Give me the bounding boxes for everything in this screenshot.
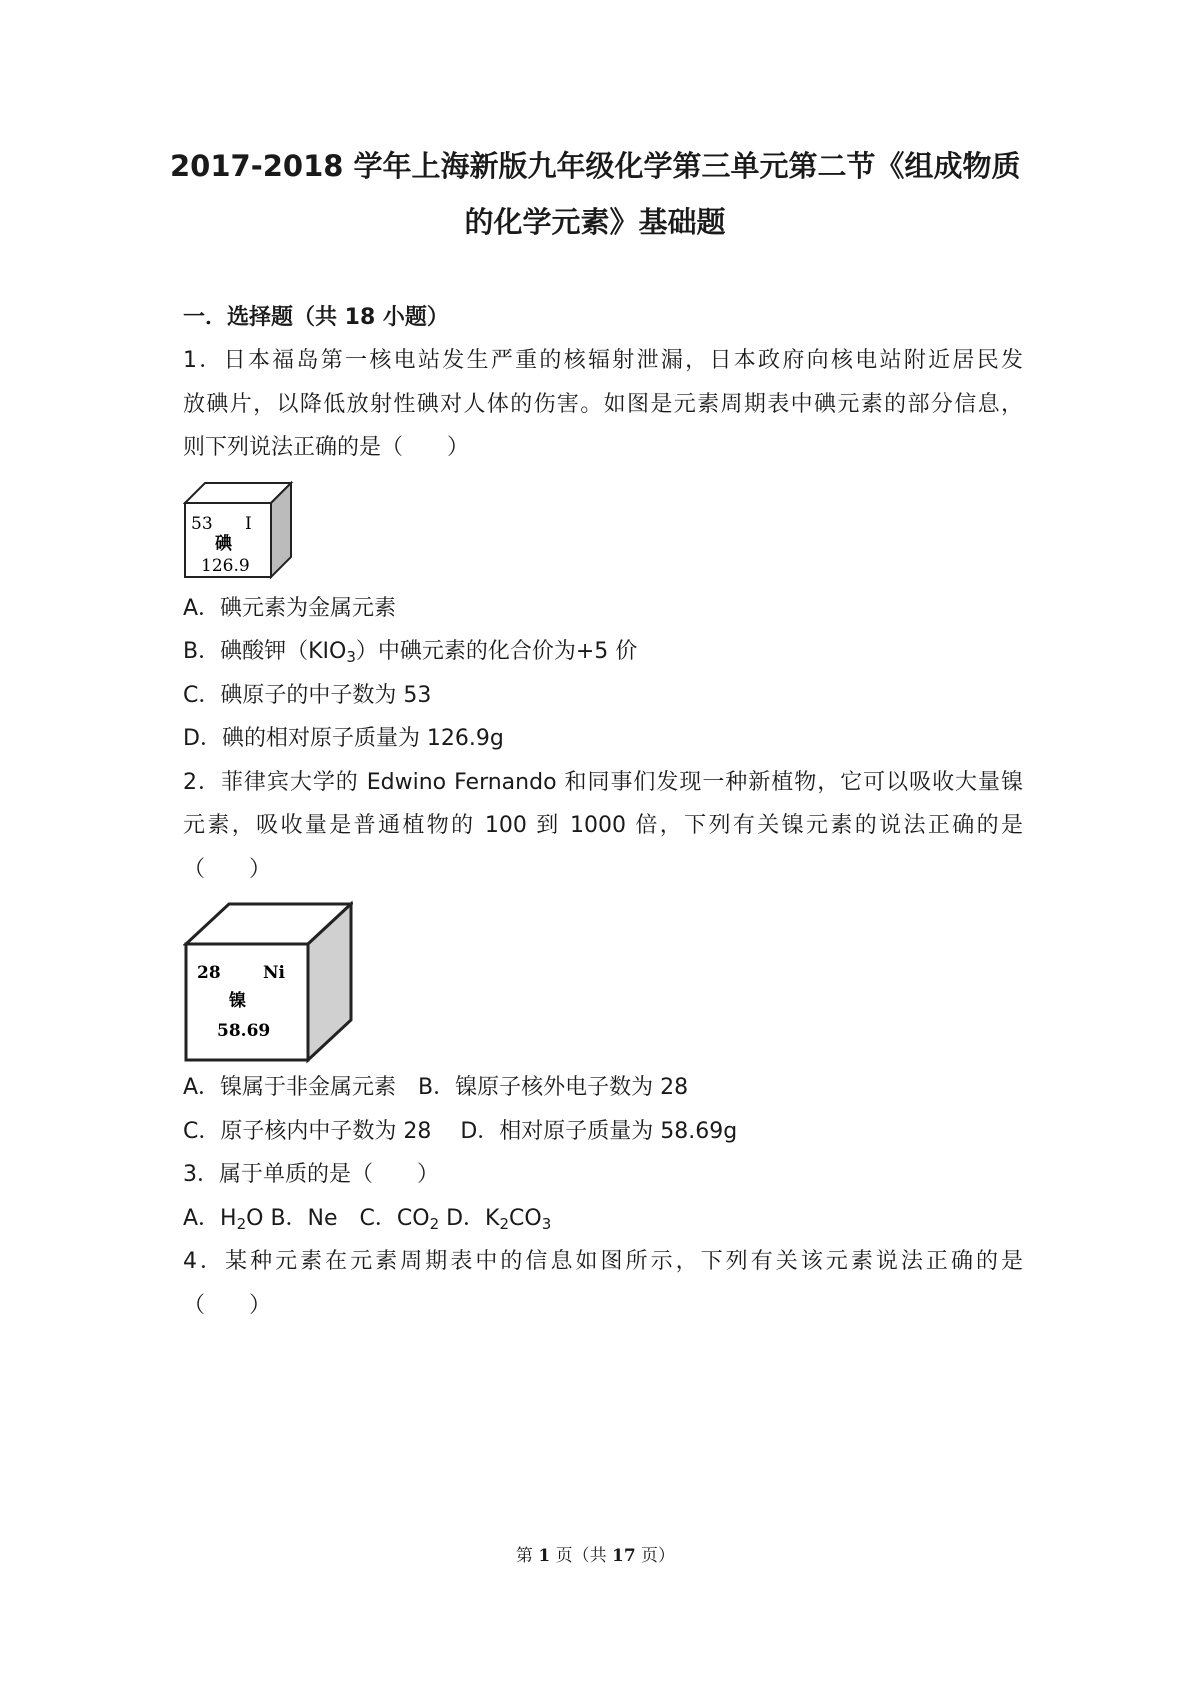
q2-stem-line-3: （ ）: [183, 857, 272, 882]
iodine-atomic-number: 53: [191, 514, 213, 534]
page-footer: 第 1 页（共 17 页）: [515, 1546, 676, 1566]
iodine-element-cell-figure: [183, 481, 293, 581]
q2-stem-line-1: 2．菲律宾大学的 Edwino Fernando 和同事们发现一种新植物，它可以吸收大量镍: [183, 770, 1023, 795]
q3-options: A．$H_2O$ B．Ne C．$CO_2$ D．$K_2CO_3$: [183, 1206, 552, 1233]
q2-options-cd: C．原子核内中子数为 28 D．相对原子质量为 58.69g: [183, 1119, 738, 1144]
document-title-line-1: 2017-2018 学年上海新版九年级化学第三单元第二节《组成物质: [170, 149, 1021, 183]
q4-stem-line-1: 4．某种元素在元素周期表中的信息如图所示，下列有关该元素说法正确的是: [183, 1249, 1023, 1274]
q1-option-d: D．碘的相对原子质量为 126.9g: [183, 726, 504, 751]
q1-stem-line-3: 则下列说法正确的是（ ）: [183, 435, 470, 460]
iodine-atomic-mass: 126.9: [201, 556, 250, 576]
section-heading: 一．选择题（共 18 小题）: [183, 305, 449, 330]
nickel-symbol: Ni: [263, 963, 285, 983]
document-title-line-2: 的化学元素》基础题: [464, 205, 726, 239]
q3-stem: 3．属于单质的是（ ）: [183, 1162, 439, 1187]
q1-stem-line-1: 1．日本福岛第一核电站发生严重的核辐射泄漏，日本政府向核电站附近居民发: [183, 348, 1023, 373]
nickel-atomic-number: 28: [197, 963, 221, 983]
q1-option-a: A．碘元素为金属元素: [183, 596, 397, 621]
nickel-atomic-mass: 58.69: [217, 1021, 271, 1041]
iodine-symbol: I: [245, 514, 252, 534]
q2-options-ab: A．镍属于非金属元素 B．镍原子核外电子数为 28: [183, 1075, 689, 1100]
q1-option-c: C．碘原子的中子数为 53: [183, 683, 432, 708]
iodine-name: 碘: [215, 534, 232, 554]
q4-stem-line-2: （ ）: [183, 1293, 272, 1318]
nickel-name: 镍: [229, 991, 246, 1011]
q1-stem-line-2: 放碘片，以降低放射性碘对人体的伤害。如图是元素周期表中碘元素的部分信息，: [183, 392, 1023, 417]
nickel-element-cell-figure: [183, 900, 353, 1065]
q1-option-b: B．碘酸钾$(KIO_3)$中碘元素的化合价为+5 价: [183, 639, 638, 666]
q2-stem-line-2: 元素，吸收量是普通植物的 100 到 1000 倍，下列有关镍元素的说法正确的是: [183, 813, 1023, 838]
